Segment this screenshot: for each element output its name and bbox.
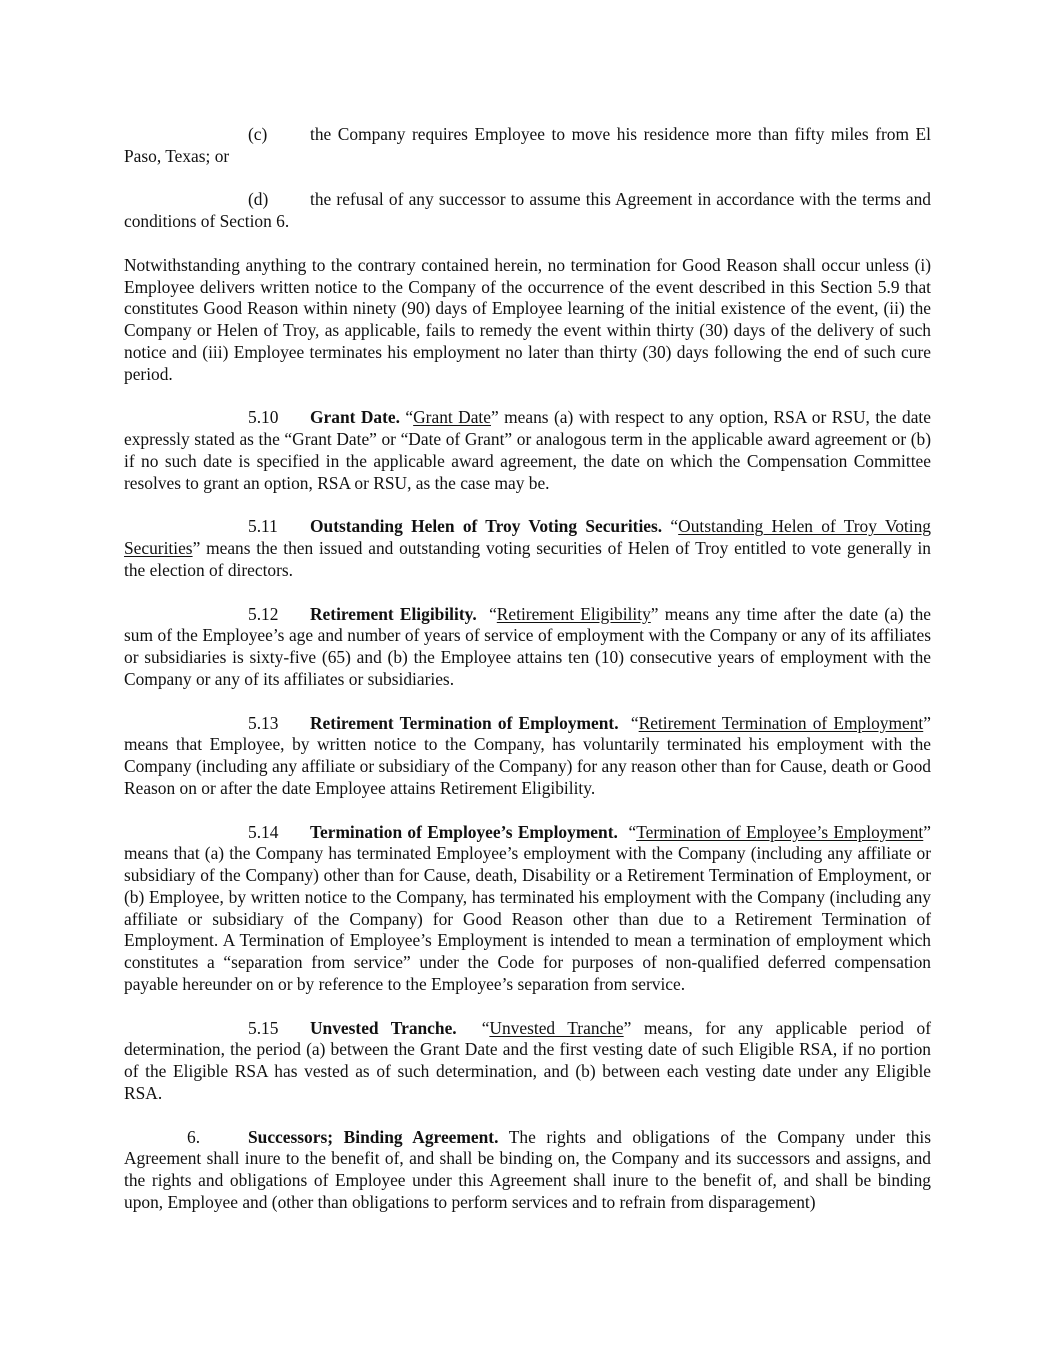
notwithstanding-paragraph: Notwithstanding anything to the contrary contained herein, no termination for Good Reason shall occur unless (i) Employee delivers written notice to the Company of the occurrence of the event described in this Section 5.9 that constitutes Good Reason within ninety (90) days of Employee learning of the initial existence of the event, (ii) the Company or Helen of Troy, as applicable, fails to remedy the event within thirty (30) days of the delivery of such notice and (iii) Employee terminates his employment no later than thirty (30) days following the end of such cure period. xyxy=(124,254,931,384)
item-number: (c) xyxy=(248,124,268,144)
item-number: (d) xyxy=(248,189,269,210)
defined-term: Retirement Eligibility xyxy=(496,603,651,624)
open-quote: “ xyxy=(405,407,414,428)
spacer xyxy=(477,604,489,624)
spacer xyxy=(619,713,631,733)
item-text: the Company requires Employee to move his residence more than fifty miles from El Paso, Texas; or xyxy=(124,124,931,166)
open-quote: “ xyxy=(628,821,637,842)
section-number: 5.10 xyxy=(248,407,279,428)
section-number: 5.12 xyxy=(248,603,279,624)
defined-term: Termination of Employee’s Employment xyxy=(636,821,924,842)
item-c xyxy=(124,124,931,168)
close-quote: ” xyxy=(192,538,201,559)
section-title: Termination of Employee’s Employment. xyxy=(310,821,618,842)
section-title: Retirement Termination of Employment. xyxy=(310,712,619,733)
section-body: means the then issued and outstanding voting securities of Helen of Troy entitled to vote generally in the election of directors. xyxy=(124,538,931,580)
section-5-14 xyxy=(124,822,931,996)
item-text: the refusal of any successor to assume this Agreement in accordance with the terms and conditions of Section 6. xyxy=(124,189,931,232)
section-5-15 xyxy=(124,1018,931,1105)
defined-term: Outstanding Helen of Troy Voting Securities xyxy=(124,516,931,559)
section-number: 5.13 xyxy=(248,712,279,733)
open-quote: “ xyxy=(489,603,497,624)
section-number: 6. xyxy=(187,1126,201,1147)
section-5-11 xyxy=(124,516,931,581)
section-5-10 xyxy=(124,407,931,494)
section-body: means that Employee, by written notice to the Company, has voluntarily terminated his employment with the Company (including any affiliate or subsidiary of the Company) for any reason other than for Cause, death or Good Reason on or after the date Employee attains Retirement Eligibility. xyxy=(124,734,931,798)
section-body: means any time after the date (a) the sum of the Employee’s age and number of years of service of employment with the Company or any of its affiliates or subsidiaries is sixty-five (65) and (b) the Employee attains ten (10) consecutive years of employment with the Company or any of its affiliates or subsidiaries. xyxy=(124,603,931,689)
section-5-12 xyxy=(124,604,931,691)
section-6 xyxy=(124,1127,931,1214)
item-d xyxy=(124,189,931,233)
spacer xyxy=(618,822,629,842)
document-page xyxy=(124,124,931,1236)
close-quote: ” xyxy=(623,1017,632,1038)
section-number: 5.14 xyxy=(248,821,279,842)
close-quote: ” xyxy=(923,821,931,842)
spacer xyxy=(457,1018,482,1038)
section-body: means, for any applicable period of determination, the period (a) between the Grant Date and the first vesting date of such Eligible RSA, if no portion of the Eligible RSA has vested as of such determination, and (b) between each vesting date under any Eligible RSA. xyxy=(124,1017,931,1104)
section-title: Unvested Tranche. xyxy=(310,1017,457,1038)
section-number: 5.11 xyxy=(248,516,278,537)
section-5-13 xyxy=(124,713,931,800)
section-body: means that (a) the Company has terminated Employee’s employment with the Company (including any affiliate or subsidiary of the Company) other than for Cause, death, Disability or a Retirement Termination of Employment, or (b) Employee, by written notice to the Company, has terminated his employment with the Company (including any affiliate or subsidiary of the Company) for Good Reason other than due to a Retirement Termination of Employment. A Termination of Employee’s Employment is intended to mean a termination of employment which constitutes a “separation from service” under the Code for purposes of non-qualified deferred compensation payable hereunder on or by reference to the Employee’s separation from service. xyxy=(124,843,931,995)
section-title: Outstanding Helen of Troy Voting Securities. xyxy=(310,516,663,537)
open-quote: “ xyxy=(481,1017,490,1038)
defined-term: Unvested Tranche xyxy=(489,1017,624,1038)
section-number: 5.15 xyxy=(248,1017,279,1038)
section-title: Retirement Eligibility. xyxy=(310,603,477,624)
section-body: means (a) with respect to any option, RSA or RSU, the date expressly stated as the “Grant Date” or “Date of Grant” or analogous term in the applicable award agreement or (b) if no such date is specified in the applicable award agreement, the date on which the Compensation Committee resolves to grant an option, RSA or RSU, as the case may be. xyxy=(124,407,931,493)
close-quote: ” xyxy=(650,603,659,624)
open-quote: “ xyxy=(630,712,639,733)
defined-term: Grant Date xyxy=(413,407,491,428)
defined-term: Retirement Termination of Employment xyxy=(638,712,924,733)
close-quote: ” xyxy=(490,407,499,428)
section-title: Grant Date. xyxy=(310,407,400,428)
open-quote: “ xyxy=(670,516,679,537)
close-quote: ” xyxy=(923,712,931,733)
section-title: Successors; Binding Agreement. xyxy=(248,1126,499,1147)
section-body: The rights and obligations of the Company under this Agreement shall inure to the benefit of, and shall be binding on, the Company and its successors and assigns, and the rights and obligations of Employee under this Agreement shall inure to the benefit of, and shall be binding upon, Employee and (other than obligations to perform services and to refrain from disparagement) xyxy=(124,1126,931,1213)
